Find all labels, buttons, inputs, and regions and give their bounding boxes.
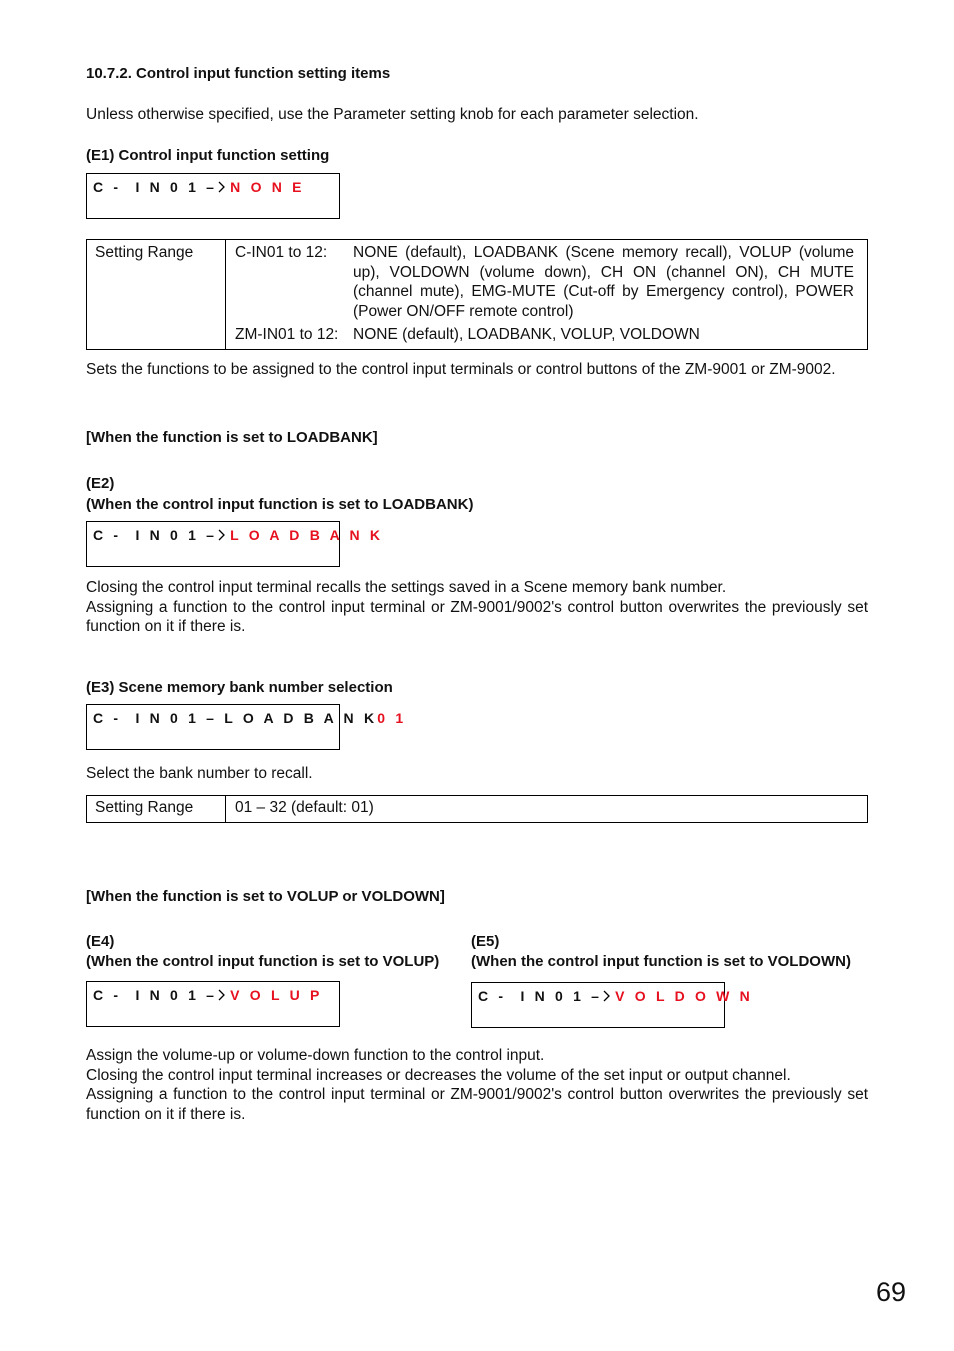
page-number: 69 <box>876 1277 907 1307</box>
range-key-zmin: ZM-IN01 to 12: <box>235 326 339 343</box>
e2-heading: (When the control input function is set to LOADBANK) <box>86 496 474 513</box>
e4-heading: (When the control input function is set to VOLUP) <box>86 953 440 970</box>
range-value-cin: NONE (default), LOADBANK (Scene memory recall), VOLUP (volume up), VOLDOWN (volume down), CH ON (channel ON), CH MUTE (channel mute), EMG-MUTE (Cut-off by Emergency control), POWER (Power ON/OFF remote control) <box>353 244 854 320</box>
e5-heading: (When the control input function is set to VOLDOWN) <box>471 953 851 970</box>
lcd-value: V O L U P <box>230 987 323 1003</box>
range-value: 01 – 32 (default: 01) <box>226 796 868 823</box>
lcd-prefix: C - I N 0 1 – L O A D B A N K <box>93 710 378 726</box>
arrow-right-icon <box>218 988 226 1004</box>
arrow-right-icon <box>603 989 611 1005</box>
e2-description-1: Closing the control input terminal recalls the settings saved in a Scene memory bank number. <box>86 579 727 596</box>
range-key-cin: C-IN01 to 12: <box>235 244 328 261</box>
arrow-right-icon <box>218 528 226 544</box>
e1-description: Sets the functions to be assigned to the control input terminals or control buttons of the ZM-9001 or ZM-9002. <box>86 361 836 378</box>
range-label: Setting Range <box>87 796 226 823</box>
lcd-value: 0 1 <box>377 710 407 726</box>
range-value-zmin: NONE (default), LOADBANK, VOLUP, VOLDOWN <box>353 326 700 343</box>
intro-text: Unless otherwise specified, use the Parameter setting knob for each parameter selection. <box>86 106 699 123</box>
lcd-value: L O A D B A N K <box>230 527 384 543</box>
e5-label: (E5) <box>471 933 500 950</box>
volup-heading: [When the function is set to VOLUP or VOLDOWN] <box>86 888 445 905</box>
e1-lcd-display <box>86 173 340 219</box>
e2-lcd-display <box>86 521 384 567</box>
lcd-prefix: C - I N 0 1 – <box>478 988 603 1004</box>
vol-description-1: Assign the volume-up or volume-down function to the control input. <box>86 1047 545 1064</box>
lcd-value: V O L D O W N <box>615 988 753 1004</box>
e3-setting-range-table <box>86 795 868 823</box>
loadbank-heading: [When the function is set to LOADBANK] <box>86 429 378 446</box>
e4-label: (E4) <box>86 933 115 950</box>
e2-description-2: Assigning a function to the control input terminal or ZM-9001/9002's control button overwrites the previously set function on it if there is. <box>86 598 868 635</box>
lcd-value: N O N E <box>230 179 305 195</box>
e1-heading: (E1) Control input function setting <box>86 147 330 164</box>
e2-label: (E2) <box>86 475 115 492</box>
e3-lcd-display <box>86 704 407 750</box>
lcd-prefix: C - I N 0 1 – <box>93 527 218 543</box>
section-title: 10.7.2. Control input function setting items <box>86 65 391 82</box>
e1-setting-range-table <box>86 239 868 350</box>
lcd-prefix: C - I N 0 1 – <box>93 179 218 195</box>
e3-description: Select the bank number to recall. <box>86 765 313 782</box>
arrow-right-icon <box>218 180 226 196</box>
lcd-prefix: C - I N 0 1 – <box>93 987 218 1003</box>
range-label: Setting Range <box>87 240 226 350</box>
vol-description-3: Assigning a function to the control input terminal or ZM-9001/9002's control button overwrites the previously set function on it if there is. <box>86 1086 868 1123</box>
e5-lcd-display <box>471 982 753 1028</box>
e3-heading: (E3) Scene memory bank number selection <box>86 679 393 696</box>
vol-description-2: Closing the control input terminal increases or decreases the volume of the set input or output channel. <box>86 1066 791 1084</box>
e4-lcd-display <box>86 981 340 1027</box>
